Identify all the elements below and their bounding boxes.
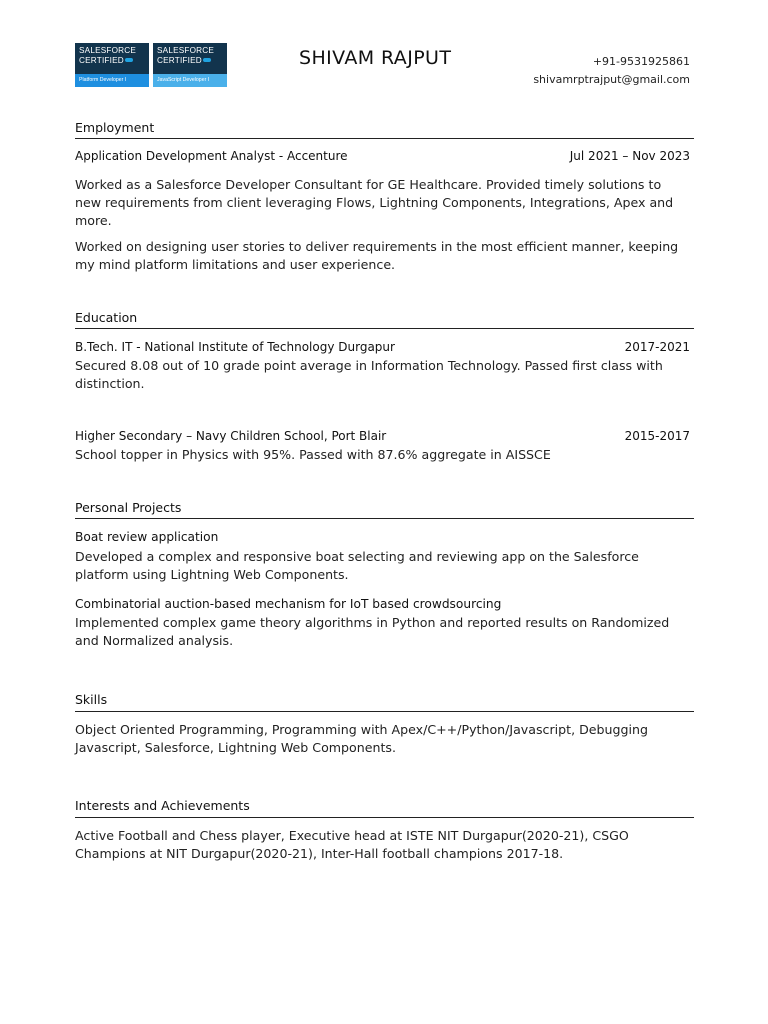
employment-dates: Jul 2021 – Nov 2023 — [569, 149, 690, 163]
cloud-icon — [125, 58, 133, 62]
education-dates: 2015-2017 — [624, 429, 690, 443]
section-title-skills: Skills — [75, 692, 108, 707]
section-title-education: Education — [75, 310, 138, 325]
section-title-employment: Employment — [75, 120, 155, 135]
contact-block — [533, 53, 690, 89]
salesforce-javascript-developer-badge — [153, 43, 227, 87]
section-title-projects: Personal Projects — [75, 500, 182, 515]
project-description: Developed a complex and responsive boat selecting and reviewing app on the Salesforce platform using Lightning Web Components. — [75, 549, 639, 582]
education-dates: 2017-2021 — [624, 340, 690, 354]
section-divider — [75, 711, 694, 712]
education-item-row — [75, 429, 690, 443]
interests-description: Active Football and Chess player, Executive head at ISTE NIT Durgapur(2020-21), CSGO Champions at NIT Durgapur(2020-21), Inter-Hall football champions 2017-18. — [75, 828, 629, 861]
cloud-icon — [203, 58, 211, 62]
employment-role-row — [75, 149, 690, 163]
candidate-name: SHIVAM RAJPUT — [299, 47, 452, 69]
education-description: School topper in Physics with 95%. Passed with 87.6% aggregate in AISSCE — [75, 447, 551, 462]
education-item-row — [75, 340, 690, 354]
phone-number: +91-9531925861 — [592, 55, 690, 68]
section-divider — [75, 518, 694, 519]
section-title-interests: Interests and Achievements — [75, 798, 250, 813]
employment-description-2: Worked on designing user stories to deliver requirements in the most efficient manner, keeping my mind platform limitations and user experience. — [75, 239, 679, 272]
project-heading: Boat review application — [75, 530, 219, 544]
salesforce-platform-developer-badge — [75, 43, 149, 87]
project-description: Implemented complex game theory algorithms in Python and reported results on Randomized and Normalized analysis. — [75, 615, 670, 648]
section-divider — [75, 138, 694, 139]
badge-top: SALESFORCE CERTIFIED — [153, 43, 227, 74]
badge-subtitle: Platform Developer I — [75, 74, 149, 87]
section-divider — [75, 328, 694, 329]
education-heading: B.Tech. IT - National Institute of Technology Durgapur — [75, 340, 395, 354]
education-heading: Higher Secondary – Navy Children School, Port Blair — [75, 429, 387, 443]
section-divider — [75, 817, 694, 818]
skills-description: Object Oriented Programming, Programming with Apex/C++/Python/Javascript, Debugging Javascript, Salesforce, Lightning Web Components. — [75, 722, 648, 755]
employment-role: Application Development Analyst - Accenture — [75, 149, 348, 163]
education-description: Secured 8.08 out of 10 grade point average in Information Technology. Passed first class with distinction. — [75, 358, 663, 391]
email-address[interactable]: shivamrptrajput@gmail.com — [533, 73, 690, 86]
project-heading: Combinatorial auction-based mechanism for IoT based crowdsourcing — [75, 597, 502, 611]
badge-subtitle: JavaScript Developer I — [153, 74, 227, 87]
employment-description-1: Worked as a Salesforce Developer Consultant for GE Healthcare. Provided timely solutions to new requirements from client leveraging Flows, Lightning Components, Integrations, Apex and more. — [75, 177, 674, 228]
badge-top: SALESFORCE CERTIFIED — [75, 43, 149, 74]
